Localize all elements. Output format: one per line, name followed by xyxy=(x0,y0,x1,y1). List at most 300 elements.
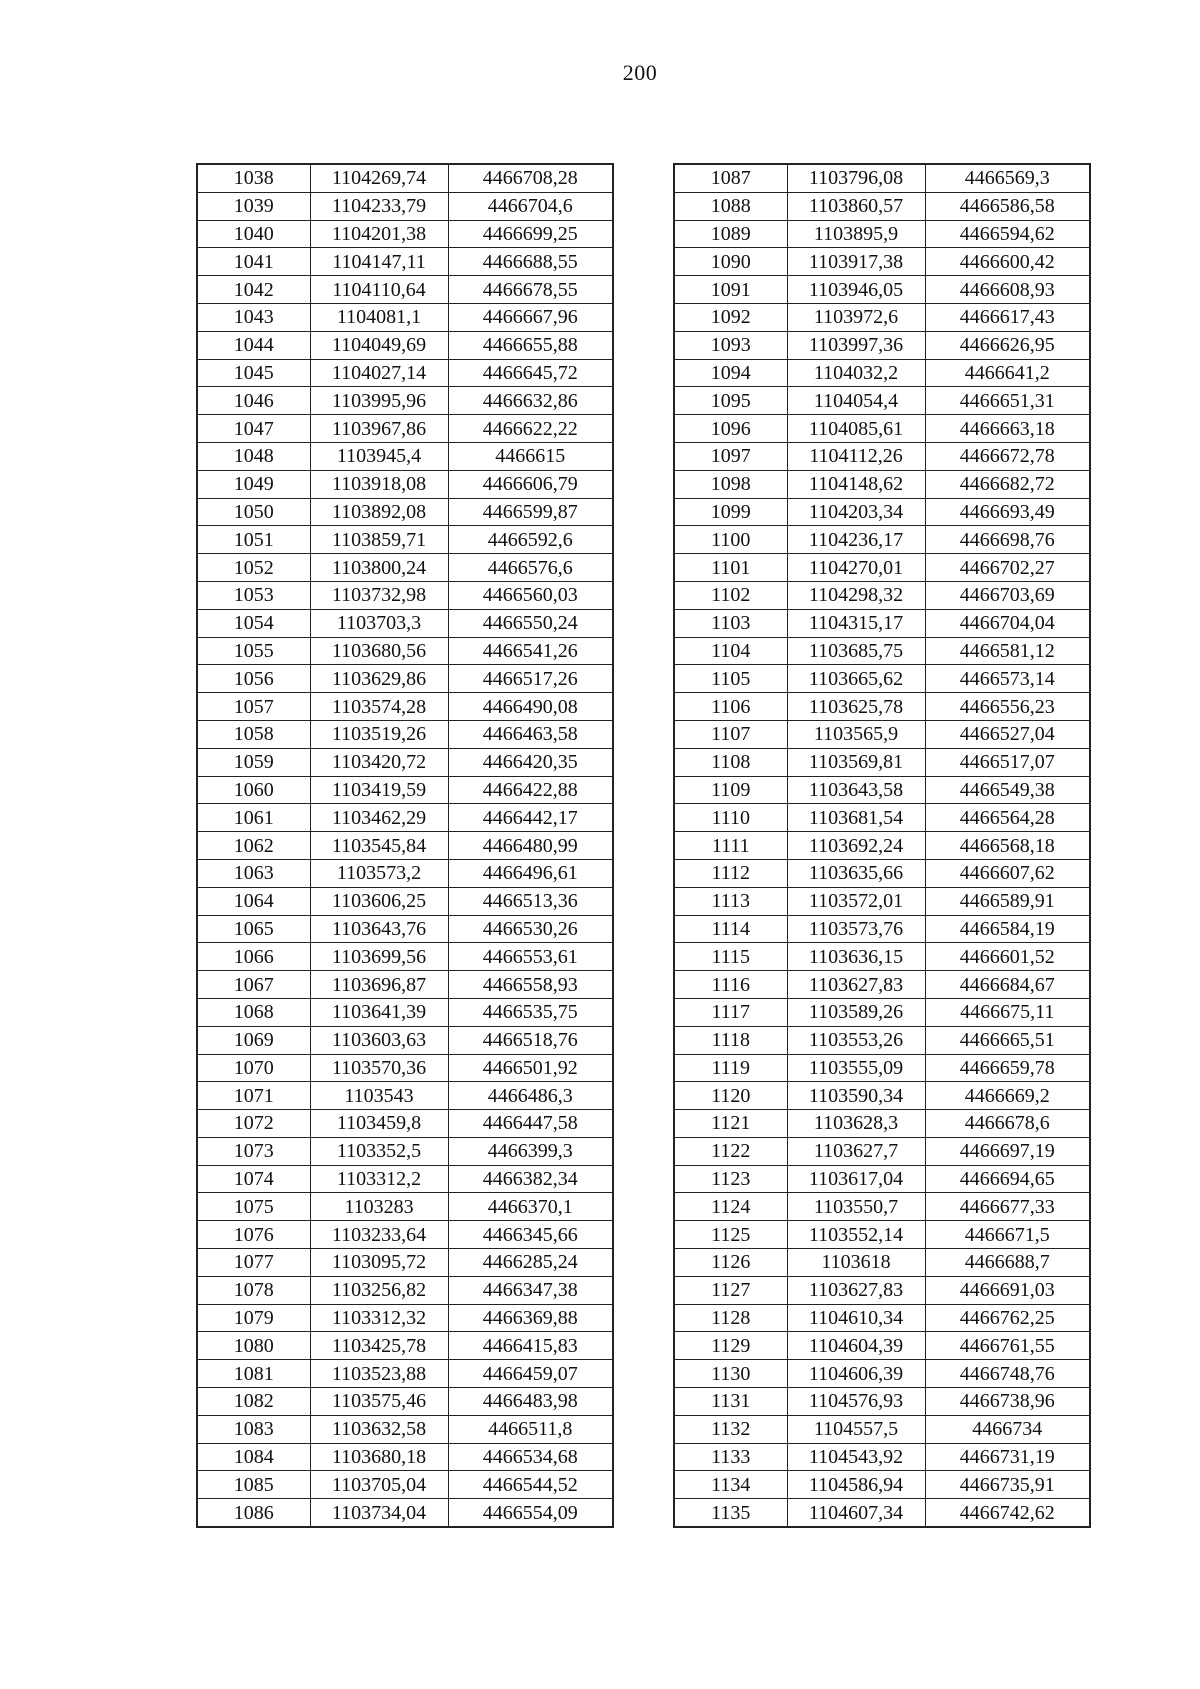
y-coordinate-cell: 4466517,26 xyxy=(448,665,613,693)
x-coordinate-cell: 1103569,81 xyxy=(787,748,925,776)
y-coordinate-cell: 4466731,19 xyxy=(925,1443,1090,1471)
point-number-cell: 1123 xyxy=(674,1165,787,1193)
table-row xyxy=(197,998,613,1026)
x-coordinate-cell: 1103918,08 xyxy=(310,470,448,498)
table-row xyxy=(197,971,613,999)
table-row xyxy=(197,637,613,665)
y-coordinate-cell: 4466483,98 xyxy=(448,1388,613,1416)
table-row xyxy=(197,1249,613,1277)
table-row xyxy=(674,720,1090,748)
x-coordinate-cell: 1103545,84 xyxy=(310,832,448,860)
y-coordinate-cell: 4466601,52 xyxy=(925,943,1090,971)
point-number-cell: 1093 xyxy=(674,331,787,359)
x-coordinate-cell: 1104604,39 xyxy=(787,1332,925,1360)
x-coordinate-cell: 1104270,01 xyxy=(787,554,925,582)
x-coordinate-cell: 1104201,38 xyxy=(310,220,448,248)
table-row xyxy=(197,776,613,804)
x-coordinate-cell: 1103892,08 xyxy=(310,498,448,526)
y-coordinate-cell: 4466486,3 xyxy=(448,1082,613,1110)
point-number-cell: 1089 xyxy=(674,220,787,248)
x-coordinate-cell: 1104236,17 xyxy=(787,526,925,554)
table-row xyxy=(197,442,613,470)
y-coordinate-cell: 4466615 xyxy=(448,442,613,470)
y-coordinate-cell: 4466678,6 xyxy=(925,1110,1090,1138)
table-row xyxy=(197,859,613,887)
point-number-cell: 1074 xyxy=(197,1165,310,1193)
point-number-cell: 1054 xyxy=(197,609,310,637)
table-row xyxy=(674,1110,1090,1138)
table-row xyxy=(674,526,1090,554)
table-row xyxy=(197,1221,613,1249)
x-coordinate-cell: 1103681,54 xyxy=(787,804,925,832)
table-row xyxy=(197,1137,613,1165)
point-number-cell: 1096 xyxy=(674,415,787,443)
table-row xyxy=(197,1026,613,1054)
point-number-cell: 1063 xyxy=(197,859,310,887)
point-number-cell: 1095 xyxy=(674,387,787,415)
y-coordinate-cell: 4466513,36 xyxy=(448,887,613,915)
point-number-cell: 1124 xyxy=(674,1193,787,1221)
point-number-cell: 1117 xyxy=(674,998,787,1026)
y-coordinate-cell: 4466544,52 xyxy=(448,1471,613,1499)
point-number-cell: 1122 xyxy=(674,1137,787,1165)
point-number-cell: 1070 xyxy=(197,1054,310,1082)
y-coordinate-cell: 4466704,6 xyxy=(448,192,613,220)
y-coordinate-cell: 4466501,92 xyxy=(448,1054,613,1082)
x-coordinate-cell: 1103590,34 xyxy=(787,1082,925,1110)
table-row xyxy=(674,665,1090,693)
y-coordinate-cell: 4466675,11 xyxy=(925,998,1090,1026)
x-coordinate-cell: 1103572,01 xyxy=(787,887,925,915)
x-coordinate-cell: 1103632,58 xyxy=(310,1415,448,1443)
y-coordinate-cell: 4466285,24 xyxy=(448,1249,613,1277)
x-coordinate-cell: 1104233,79 xyxy=(310,192,448,220)
point-number-cell: 1075 xyxy=(197,1193,310,1221)
x-coordinate-cell: 1103425,78 xyxy=(310,1332,448,1360)
y-coordinate-cell: 4466569,3 xyxy=(925,164,1090,192)
x-coordinate-cell: 1104576,93 xyxy=(787,1388,925,1416)
x-coordinate-cell: 1103972,6 xyxy=(787,303,925,331)
point-number-cell: 1087 xyxy=(674,164,787,192)
y-coordinate-cell: 4466369,88 xyxy=(448,1304,613,1332)
table-row xyxy=(674,943,1090,971)
y-coordinate-cell: 4466345,66 xyxy=(448,1221,613,1249)
x-coordinate-cell: 1104049,69 xyxy=(310,331,448,359)
table-body xyxy=(197,164,613,1527)
x-coordinate-cell: 1103589,26 xyxy=(787,998,925,1026)
point-number-cell: 1133 xyxy=(674,1443,787,1471)
y-coordinate-cell: 4466447,58 xyxy=(448,1110,613,1138)
table-row xyxy=(197,1388,613,1416)
table-row xyxy=(674,248,1090,276)
y-coordinate-cell: 4466527,04 xyxy=(925,720,1090,748)
y-coordinate-cell: 4466699,25 xyxy=(448,220,613,248)
table-row xyxy=(674,1054,1090,1082)
y-coordinate-cell: 4466553,61 xyxy=(448,943,613,971)
y-coordinate-cell: 4466702,27 xyxy=(925,554,1090,582)
point-number-cell: 1111 xyxy=(674,832,787,860)
y-coordinate-cell: 4466655,88 xyxy=(448,331,613,359)
point-number-cell: 1083 xyxy=(197,1415,310,1443)
y-coordinate-cell: 4466688,55 xyxy=(448,248,613,276)
page-number: 200 xyxy=(622,60,658,85)
point-number-cell: 1131 xyxy=(674,1388,787,1416)
x-coordinate-cell: 1103543 xyxy=(310,1082,448,1110)
table-row xyxy=(674,387,1090,415)
y-coordinate-cell: 4466518,76 xyxy=(448,1026,613,1054)
y-coordinate-cell: 4466599,87 xyxy=(448,498,613,526)
y-coordinate-cell: 4466748,76 xyxy=(925,1360,1090,1388)
x-coordinate-cell: 1104147,11 xyxy=(310,248,448,276)
point-number-cell: 1068 xyxy=(197,998,310,1026)
table-row xyxy=(197,581,613,609)
table-row xyxy=(674,1499,1090,1527)
x-coordinate-cell: 1103574,28 xyxy=(310,693,448,721)
point-number-cell: 1085 xyxy=(197,1471,310,1499)
point-number-cell: 1042 xyxy=(197,276,310,304)
y-coordinate-cell: 4466608,93 xyxy=(925,276,1090,304)
x-coordinate-cell: 1104027,14 xyxy=(310,359,448,387)
x-coordinate-cell: 1103570,36 xyxy=(310,1054,448,1082)
table-row xyxy=(674,470,1090,498)
x-coordinate-cell: 1103967,86 xyxy=(310,415,448,443)
x-coordinate-cell: 1104112,26 xyxy=(787,442,925,470)
table-row xyxy=(197,164,613,192)
y-coordinate-cell: 4466584,19 xyxy=(925,915,1090,943)
y-coordinate-cell: 4466420,35 xyxy=(448,748,613,776)
point-number-cell: 1103 xyxy=(674,609,787,637)
x-coordinate-cell: 1104085,61 xyxy=(787,415,925,443)
table-row xyxy=(674,1276,1090,1304)
y-coordinate-cell: 4466347,38 xyxy=(448,1276,613,1304)
y-coordinate-cell: 4466672,78 xyxy=(925,442,1090,470)
point-number-cell: 1132 xyxy=(674,1415,787,1443)
x-coordinate-cell: 1104606,39 xyxy=(787,1360,925,1388)
x-coordinate-cell: 1104054,4 xyxy=(787,387,925,415)
x-coordinate-cell: 1103627,7 xyxy=(787,1137,925,1165)
point-number-cell: 1128 xyxy=(674,1304,787,1332)
y-coordinate-cell: 4466659,78 xyxy=(925,1054,1090,1082)
table-row xyxy=(674,220,1090,248)
table-row xyxy=(674,1137,1090,1165)
y-coordinate-cell: 4466564,28 xyxy=(925,804,1090,832)
table-row xyxy=(674,1415,1090,1443)
x-coordinate-cell: 1103283 xyxy=(310,1193,448,1221)
table-row xyxy=(197,331,613,359)
table-row xyxy=(674,1332,1090,1360)
point-number-cell: 1049 xyxy=(197,470,310,498)
y-coordinate-cell: 4466697,19 xyxy=(925,1137,1090,1165)
x-coordinate-cell: 1103680,56 xyxy=(310,637,448,665)
table-row xyxy=(197,1193,613,1221)
y-coordinate-cell: 4466641,2 xyxy=(925,359,1090,387)
point-number-cell: 1043 xyxy=(197,303,310,331)
y-coordinate-cell: 4466677,33 xyxy=(925,1193,1090,1221)
x-coordinate-cell: 1103997,36 xyxy=(787,331,925,359)
x-coordinate-cell: 1103606,25 xyxy=(310,887,448,915)
y-coordinate-cell: 4466735,91 xyxy=(925,1471,1090,1499)
y-coordinate-cell: 4466606,79 xyxy=(448,470,613,498)
y-coordinate-cell: 4466684,67 xyxy=(925,971,1090,999)
y-coordinate-cell: 4466496,61 xyxy=(448,859,613,887)
x-coordinate-cell: 1103643,58 xyxy=(787,776,925,804)
table-row xyxy=(197,1082,613,1110)
y-coordinate-cell: 4466581,12 xyxy=(925,637,1090,665)
table-body xyxy=(674,164,1090,1527)
coordinates-table-left xyxy=(196,163,614,1528)
table-row xyxy=(674,859,1090,887)
table-row xyxy=(197,1304,613,1332)
point-number-cell: 1055 xyxy=(197,637,310,665)
point-number-cell: 1118 xyxy=(674,1026,787,1054)
y-coordinate-cell: 4466698,76 xyxy=(925,526,1090,554)
table-row xyxy=(197,192,613,220)
point-number-cell: 1062 xyxy=(197,832,310,860)
point-number-cell: 1098 xyxy=(674,470,787,498)
point-number-cell: 1100 xyxy=(674,526,787,554)
table-row xyxy=(674,1249,1090,1277)
x-coordinate-cell: 1103573,2 xyxy=(310,859,448,887)
table-row xyxy=(197,415,613,443)
x-coordinate-cell: 1103625,78 xyxy=(787,693,925,721)
table-row xyxy=(674,609,1090,637)
y-coordinate-cell: 4466762,25 xyxy=(925,1304,1090,1332)
y-coordinate-cell: 4466703,69 xyxy=(925,581,1090,609)
x-coordinate-cell: 1103705,04 xyxy=(310,1471,448,1499)
table-row xyxy=(674,554,1090,582)
y-coordinate-cell: 4466554,09 xyxy=(448,1499,613,1527)
y-coordinate-cell: 4466370,1 xyxy=(448,1193,613,1221)
point-number-cell: 1048 xyxy=(197,442,310,470)
table-row xyxy=(674,887,1090,915)
y-coordinate-cell: 4466556,23 xyxy=(925,693,1090,721)
x-coordinate-cell: 1103692,24 xyxy=(787,832,925,860)
point-number-cell: 1129 xyxy=(674,1332,787,1360)
x-coordinate-cell: 1104557,5 xyxy=(787,1415,925,1443)
table-row xyxy=(674,442,1090,470)
table-row xyxy=(674,164,1090,192)
y-coordinate-cell: 4466594,62 xyxy=(925,220,1090,248)
y-coordinate-cell: 4466422,88 xyxy=(448,776,613,804)
point-number-cell: 1107 xyxy=(674,720,787,748)
x-coordinate-cell: 1104081,1 xyxy=(310,303,448,331)
table-row xyxy=(197,276,613,304)
point-number-cell: 1109 xyxy=(674,776,787,804)
point-number-cell: 1084 xyxy=(197,1443,310,1471)
point-number-cell: 1058 xyxy=(197,720,310,748)
x-coordinate-cell: 1103734,04 xyxy=(310,1499,448,1527)
point-number-cell: 1112 xyxy=(674,859,787,887)
point-number-cell: 1059 xyxy=(197,748,310,776)
y-coordinate-cell: 4466688,7 xyxy=(925,1249,1090,1277)
table-row xyxy=(197,387,613,415)
y-coordinate-cell: 4466399,3 xyxy=(448,1137,613,1165)
y-coordinate-cell: 4466490,08 xyxy=(448,693,613,721)
point-number-cell: 1046 xyxy=(197,387,310,415)
table-row xyxy=(674,192,1090,220)
point-number-cell: 1065 xyxy=(197,915,310,943)
y-coordinate-cell: 4466708,28 xyxy=(448,164,613,192)
y-coordinate-cell: 4466550,24 xyxy=(448,609,613,637)
point-number-cell: 1051 xyxy=(197,526,310,554)
table-row xyxy=(197,526,613,554)
y-coordinate-cell: 4466463,58 xyxy=(448,720,613,748)
y-coordinate-cell: 4466651,31 xyxy=(925,387,1090,415)
table-row xyxy=(197,1332,613,1360)
x-coordinate-cell: 1103895,9 xyxy=(787,220,925,248)
y-coordinate-cell: 4466682,72 xyxy=(925,470,1090,498)
x-coordinate-cell: 1103575,46 xyxy=(310,1388,448,1416)
point-number-cell: 1106 xyxy=(674,693,787,721)
table-row xyxy=(674,693,1090,721)
x-coordinate-cell: 1103519,26 xyxy=(310,720,448,748)
point-number-cell: 1113 xyxy=(674,887,787,915)
y-coordinate-cell: 4466622,22 xyxy=(448,415,613,443)
point-number-cell: 1077 xyxy=(197,1249,310,1277)
x-coordinate-cell: 1103917,38 xyxy=(787,248,925,276)
y-coordinate-cell: 4466665,51 xyxy=(925,1026,1090,1054)
point-number-cell: 1040 xyxy=(197,220,310,248)
y-coordinate-cell: 4466415,83 xyxy=(448,1332,613,1360)
table-row xyxy=(674,498,1090,526)
y-coordinate-cell: 4466691,03 xyxy=(925,1276,1090,1304)
x-coordinate-cell: 1103312,32 xyxy=(310,1304,448,1332)
table-row xyxy=(197,1415,613,1443)
y-coordinate-cell: 4466511,8 xyxy=(448,1415,613,1443)
point-number-cell: 1076 xyxy=(197,1221,310,1249)
table-row xyxy=(674,971,1090,999)
x-coordinate-cell: 1103523,88 xyxy=(310,1360,448,1388)
x-coordinate-cell: 1103352,5 xyxy=(310,1137,448,1165)
x-coordinate-cell: 1103641,39 xyxy=(310,998,448,1026)
table-row xyxy=(197,748,613,776)
x-coordinate-cell: 1103553,26 xyxy=(787,1026,925,1054)
table-row xyxy=(674,1443,1090,1471)
x-coordinate-cell: 1103603,63 xyxy=(310,1026,448,1054)
table-row xyxy=(197,248,613,276)
table-row xyxy=(674,1193,1090,1221)
point-number-cell: 1108 xyxy=(674,748,787,776)
y-coordinate-cell: 4466671,5 xyxy=(925,1221,1090,1249)
point-number-cell: 1050 xyxy=(197,498,310,526)
y-coordinate-cell: 4466738,96 xyxy=(925,1388,1090,1416)
point-number-cell: 1110 xyxy=(674,804,787,832)
x-coordinate-cell: 1104298,32 xyxy=(787,581,925,609)
y-coordinate-cell: 4466667,96 xyxy=(448,303,613,331)
x-coordinate-cell: 1103859,71 xyxy=(310,526,448,554)
table-row xyxy=(197,303,613,331)
y-coordinate-cell: 4466558,93 xyxy=(448,971,613,999)
x-coordinate-cell: 1103643,76 xyxy=(310,915,448,943)
point-number-cell: 1069 xyxy=(197,1026,310,1054)
table-row xyxy=(197,1471,613,1499)
table-row xyxy=(674,415,1090,443)
table-row xyxy=(197,804,613,832)
y-coordinate-cell: 4466600,42 xyxy=(925,248,1090,276)
table-row xyxy=(674,1471,1090,1499)
table-row xyxy=(674,1221,1090,1249)
y-coordinate-cell: 4466663,18 xyxy=(925,415,1090,443)
y-coordinate-cell: 4466586,58 xyxy=(925,192,1090,220)
y-coordinate-cell: 4466573,14 xyxy=(925,665,1090,693)
point-number-cell: 1135 xyxy=(674,1499,787,1527)
x-coordinate-cell: 1103627,83 xyxy=(787,1276,925,1304)
x-coordinate-cell: 1103459,8 xyxy=(310,1110,448,1138)
y-coordinate-cell: 4466607,62 xyxy=(925,859,1090,887)
y-coordinate-cell: 4466704,04 xyxy=(925,609,1090,637)
x-coordinate-cell: 1103680,18 xyxy=(310,1443,448,1471)
table-row xyxy=(197,693,613,721)
point-number-cell: 1097 xyxy=(674,442,787,470)
y-coordinate-cell: 4466480,99 xyxy=(448,832,613,860)
point-number-cell: 1038 xyxy=(197,164,310,192)
y-coordinate-cell: 4466589,91 xyxy=(925,887,1090,915)
x-coordinate-cell: 1103627,83 xyxy=(787,971,925,999)
table-row xyxy=(674,1026,1090,1054)
x-coordinate-cell: 1104543,92 xyxy=(787,1443,925,1471)
point-number-cell: 1082 xyxy=(197,1388,310,1416)
x-coordinate-cell: 1103419,59 xyxy=(310,776,448,804)
x-coordinate-cell: 1103946,05 xyxy=(787,276,925,304)
y-coordinate-cell: 4466560,03 xyxy=(448,581,613,609)
point-number-cell: 1130 xyxy=(674,1360,787,1388)
x-coordinate-cell: 1103635,66 xyxy=(787,859,925,887)
point-number-cell: 1039 xyxy=(197,192,310,220)
point-number-cell: 1134 xyxy=(674,1471,787,1499)
x-coordinate-cell: 1104607,34 xyxy=(787,1499,925,1527)
x-coordinate-cell: 1103552,14 xyxy=(787,1221,925,1249)
table-row xyxy=(674,915,1090,943)
point-number-cell: 1126 xyxy=(674,1249,787,1277)
point-number-cell: 1080 xyxy=(197,1332,310,1360)
table-row xyxy=(674,276,1090,304)
x-coordinate-cell: 1103703,3 xyxy=(310,609,448,637)
x-coordinate-cell: 1104110,64 xyxy=(310,276,448,304)
table-row xyxy=(197,1165,613,1193)
point-number-cell: 1127 xyxy=(674,1276,787,1304)
point-number-cell: 1072 xyxy=(197,1110,310,1138)
x-coordinate-cell: 1103256,82 xyxy=(310,1276,448,1304)
point-number-cell: 1053 xyxy=(197,581,310,609)
point-number-cell: 1045 xyxy=(197,359,310,387)
table-row xyxy=(674,1304,1090,1332)
x-coordinate-cell: 1103796,08 xyxy=(787,164,925,192)
table-row xyxy=(197,498,613,526)
point-number-cell: 1115 xyxy=(674,943,787,971)
point-number-cell: 1064 xyxy=(197,887,310,915)
coordinates-table-right xyxy=(673,163,1091,1528)
y-coordinate-cell: 4466517,07 xyxy=(925,748,1090,776)
point-number-cell: 1044 xyxy=(197,331,310,359)
y-coordinate-cell: 4466693,49 xyxy=(925,498,1090,526)
point-number-cell: 1066 xyxy=(197,943,310,971)
point-number-cell: 1121 xyxy=(674,1110,787,1138)
table-row xyxy=(197,220,613,248)
x-coordinate-cell: 1104610,34 xyxy=(787,1304,925,1332)
table-row xyxy=(674,748,1090,776)
y-coordinate-cell: 4466645,72 xyxy=(448,359,613,387)
table-row xyxy=(674,804,1090,832)
table-row xyxy=(197,470,613,498)
x-coordinate-cell: 1103636,15 xyxy=(787,943,925,971)
table-row xyxy=(674,581,1090,609)
table-row xyxy=(674,637,1090,665)
y-coordinate-cell: 4466549,38 xyxy=(925,776,1090,804)
point-number-cell: 1105 xyxy=(674,665,787,693)
table-row xyxy=(674,776,1090,804)
y-coordinate-cell: 4466534,68 xyxy=(448,1443,613,1471)
point-number-cell: 1067 xyxy=(197,971,310,999)
